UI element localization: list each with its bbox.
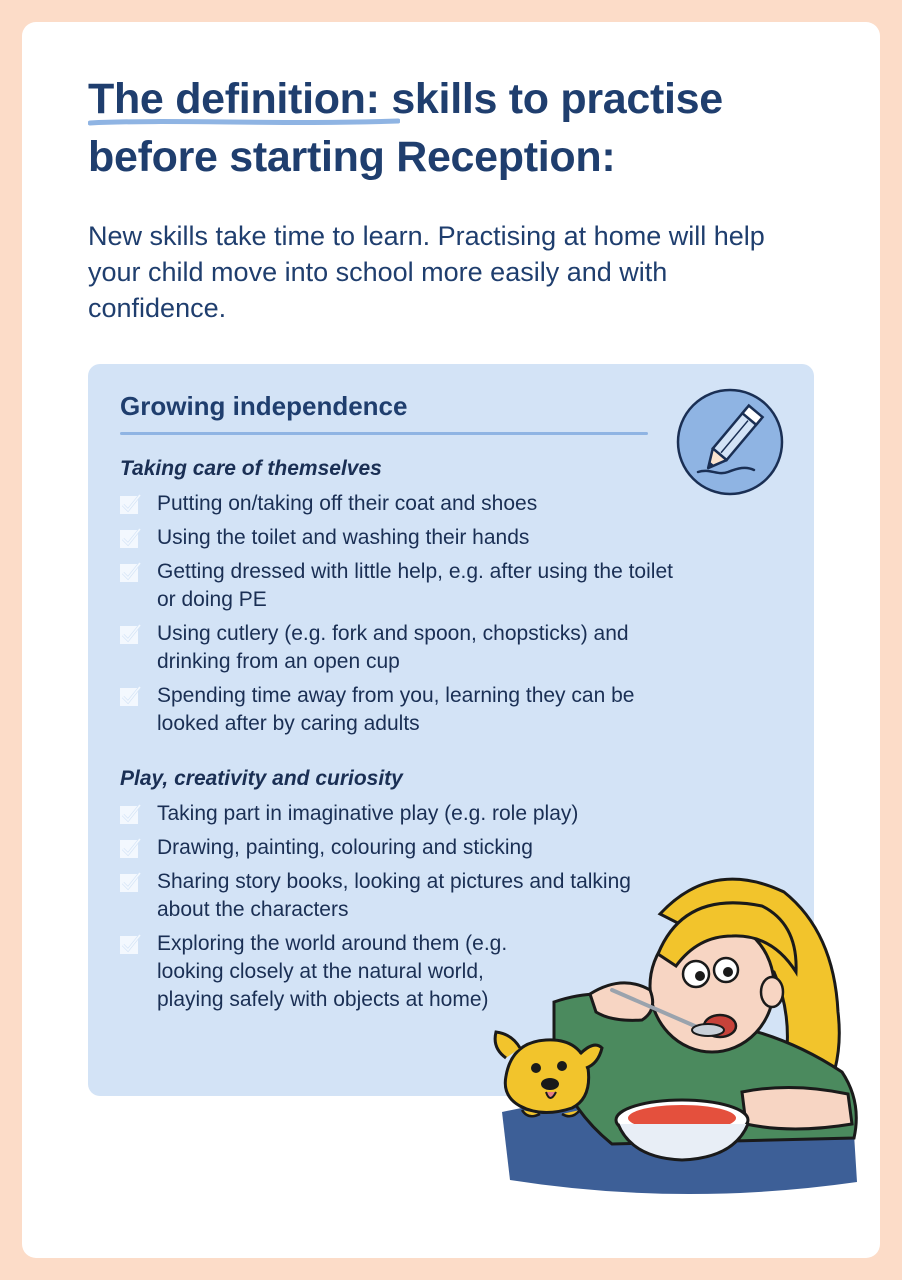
panel-heading: Growing independence [120,391,408,421]
subheading-taking-care: Taking care of themselves [120,457,382,480]
page-title: The definition: skills to practise before starting Reception: [88,75,723,181]
checklist-item-text: Sharing story books, looking at pictures and talking about the characters [157,870,631,921]
checkmark-icon [120,624,142,644]
checklist-item [120,800,680,828]
heading-rule [120,432,648,435]
checkmark-icon [120,838,142,858]
checklist-item [120,490,680,518]
checklist-item-text: Putting on/taking off their coat and shoes [157,492,538,515]
checklist-item [120,682,680,738]
pencil-icon [674,386,786,498]
checklist-item-text: Using cutlery (e.g. fork and spoon, chopsticks) and drinking from an open cup [157,622,629,673]
checklist-item-text: Getting dressed with little help, e.g. after using the toilet or doing PE [157,560,673,611]
checklist-item-text: Drawing, painting, colouring and sticking [157,836,533,859]
checkmark-icon [120,562,142,582]
child-eating-soup-illustration [462,862,880,1202]
checklist [120,490,680,738]
checkmark-icon [120,494,142,514]
section-taking-care [120,454,680,744]
checklist-item-text: Taking part in imaginative play (e.g. role play) [157,802,579,825]
checklist-item-text: Using the toilet and washing their hands [157,526,530,549]
checkmark-icon [120,804,142,824]
checklist-item [120,620,680,676]
checklist-item [120,558,680,614]
checkmark-icon [120,872,142,892]
checklist-item [120,834,680,862]
leaflet-page [22,22,880,1258]
checkmark-icon [120,686,142,706]
checklist-item-text: Exploring the world around them (e.g. looking closely at the natural world, playing safely with objects at home) [157,932,508,1011]
subheading-play-creativity: Play, creativity and curiosity [120,767,403,790]
intro-paragraph: New skills take time to learn. Practising at home will help your child move into school more easily and with confidence. [88,221,765,323]
checkmark-icon [120,528,142,548]
checklist-item-text: Spending time away from you, learning they can be looked after by caring adults [157,684,635,735]
checkmark-icon [120,934,142,954]
checklist-item [120,524,680,552]
